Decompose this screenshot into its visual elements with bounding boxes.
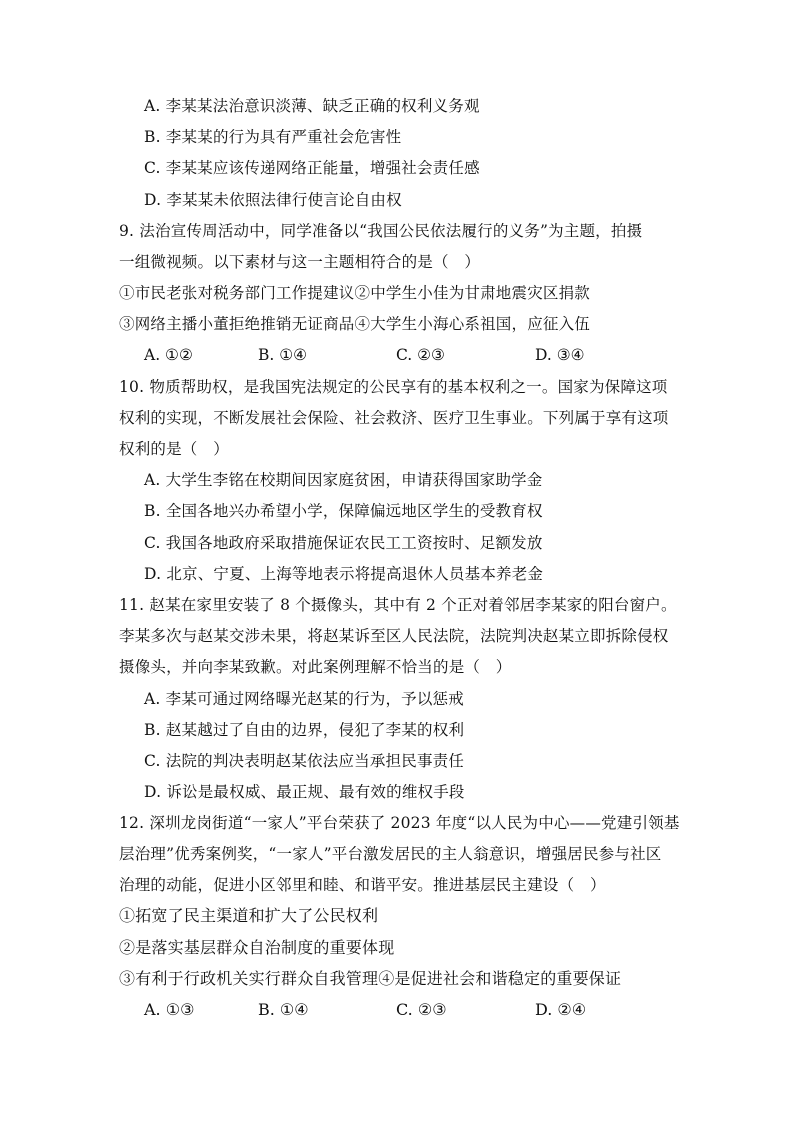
- q11-stem-line-3: 摄像头，并向李某致歉。对此案例理解不恰当的是（ ）: [119, 658, 512, 676]
- q11-stem-line-1: 11. 赵某在家里安装了 8 个摄像头，其中有 2 个正对着邻居李某家的阳台窗户。: [119, 596, 677, 614]
- q12-choice-b: B. ①④: [258, 1000, 309, 1019]
- q12-stem-line-1: 12. 深圳龙岗街道“一家人”平台荣获了 2023 年度“以人民为中心——党建引领基: [119, 814, 680, 832]
- q10-stem-line-1: 10. 物质帮助权，是我国宪法规定的公民享有的基本权利之一。国家为保障这项: [119, 378, 668, 396]
- q11-option-b: B. 赵某越过了自由的边界，侵犯了李某的权利: [144, 721, 465, 739]
- q9-choice-d: D. ③④: [535, 346, 585, 364]
- q8-option-c: C. 李某某应该传递网络正能量，增强社会责任感: [144, 159, 480, 177]
- q12-item-line-1: ①拓宽了民主渠道和扩大了公民权利: [119, 906, 379, 925]
- q12-item-line-2: ②是落实基层群众自治制度的重要体现: [119, 938, 395, 957]
- q10-stem-line-3: 权利的是（ ）: [119, 440, 229, 458]
- q9-choice-b: B. ①④: [258, 346, 308, 364]
- q10-option-c: C. 我国各地政府采取措施保证农民工工资按时、足额发放: [144, 534, 543, 552]
- q11-option-c: C. 法院的判决表明赵某依法应当承担民事责任: [144, 752, 465, 770]
- q10-option-b: B. 全国各地兴办希望小学，保障偏远地区学生的受教育权: [144, 502, 543, 520]
- q10-option-a: A. 大学生李铭在校期间因家庭贫困，申请获得国家助学金: [144, 471, 543, 489]
- q10-stem-line-2: 权利的实现，不断发展社会保险、社会救济、医疗卫生事业。下列属于享有这项: [119, 409, 669, 427]
- q9-item-line-2: ③网络主播小董拒绝推销无证商品④大学生小海心系祖国，应征入伍: [119, 315, 591, 333]
- q9-choice-a: A. ①②: [144, 346, 193, 364]
- q8-option-b: B. 李某某的行为具有严重社会危害性: [144, 128, 402, 146]
- q12-choice-c: C. ②③: [396, 1000, 447, 1019]
- q9-stem-line-2: 一组微视频。以下素材与这一主题相符合的是（ ）: [119, 253, 481, 271]
- q11-stem-line-2: 李某多次与赵某交涉未果，将赵某诉至区人民法院，法院判决赵某立即拆除侵权: [119, 627, 669, 645]
- q9-choices: [144, 344, 664, 366]
- q9-choice-c: C. ②③: [396, 346, 445, 364]
- q12-item-line-3: ③有利于行政机关实行群众自我管理④是促进社会和谐稳定的重要保证: [119, 969, 622, 988]
- q12-choice-a: A. ①③: [144, 1000, 195, 1019]
- q12-stem-line-3: 治理的动能，促进小区邻里和睦、和谐平安。推进基层民主建设（ ）: [119, 876, 606, 894]
- q9-item-line-1: ①市民老张对税务部门工作提建议②中学生小佳为甘肃地震灾区捐款: [119, 284, 591, 302]
- q8-option-a: A. 李某某法治意识淡薄、缺乏正确的权利义务观: [144, 97, 480, 115]
- q10-option-d: D. 北京、宁夏、上海等地表示将提高退休人员基本养老金: [144, 565, 544, 583]
- q11-option-d: D. 诉讼是最权威、最正规、最有效的维权手段: [144, 783, 465, 801]
- q11-option-a: A. 李某可通过网络曝光赵某的行为，予以惩戒: [144, 690, 464, 708]
- q12-choices: [144, 999, 664, 1021]
- q12-stem-line-2: 层治理”优秀案例奖，“一家人”平台激发居民的主人翁意识，增强居民参与社区: [119, 845, 662, 863]
- q12-choice-d: D. ②④: [535, 1000, 587, 1019]
- q8-option-d: D. 李某某未依照法律行使言论自由权: [144, 191, 402, 209]
- q9-stem-line-1: 9. 法治宣传周活动中，同学准备以“我国公民依法履行的义务”为主题，拍摄: [119, 222, 643, 240]
